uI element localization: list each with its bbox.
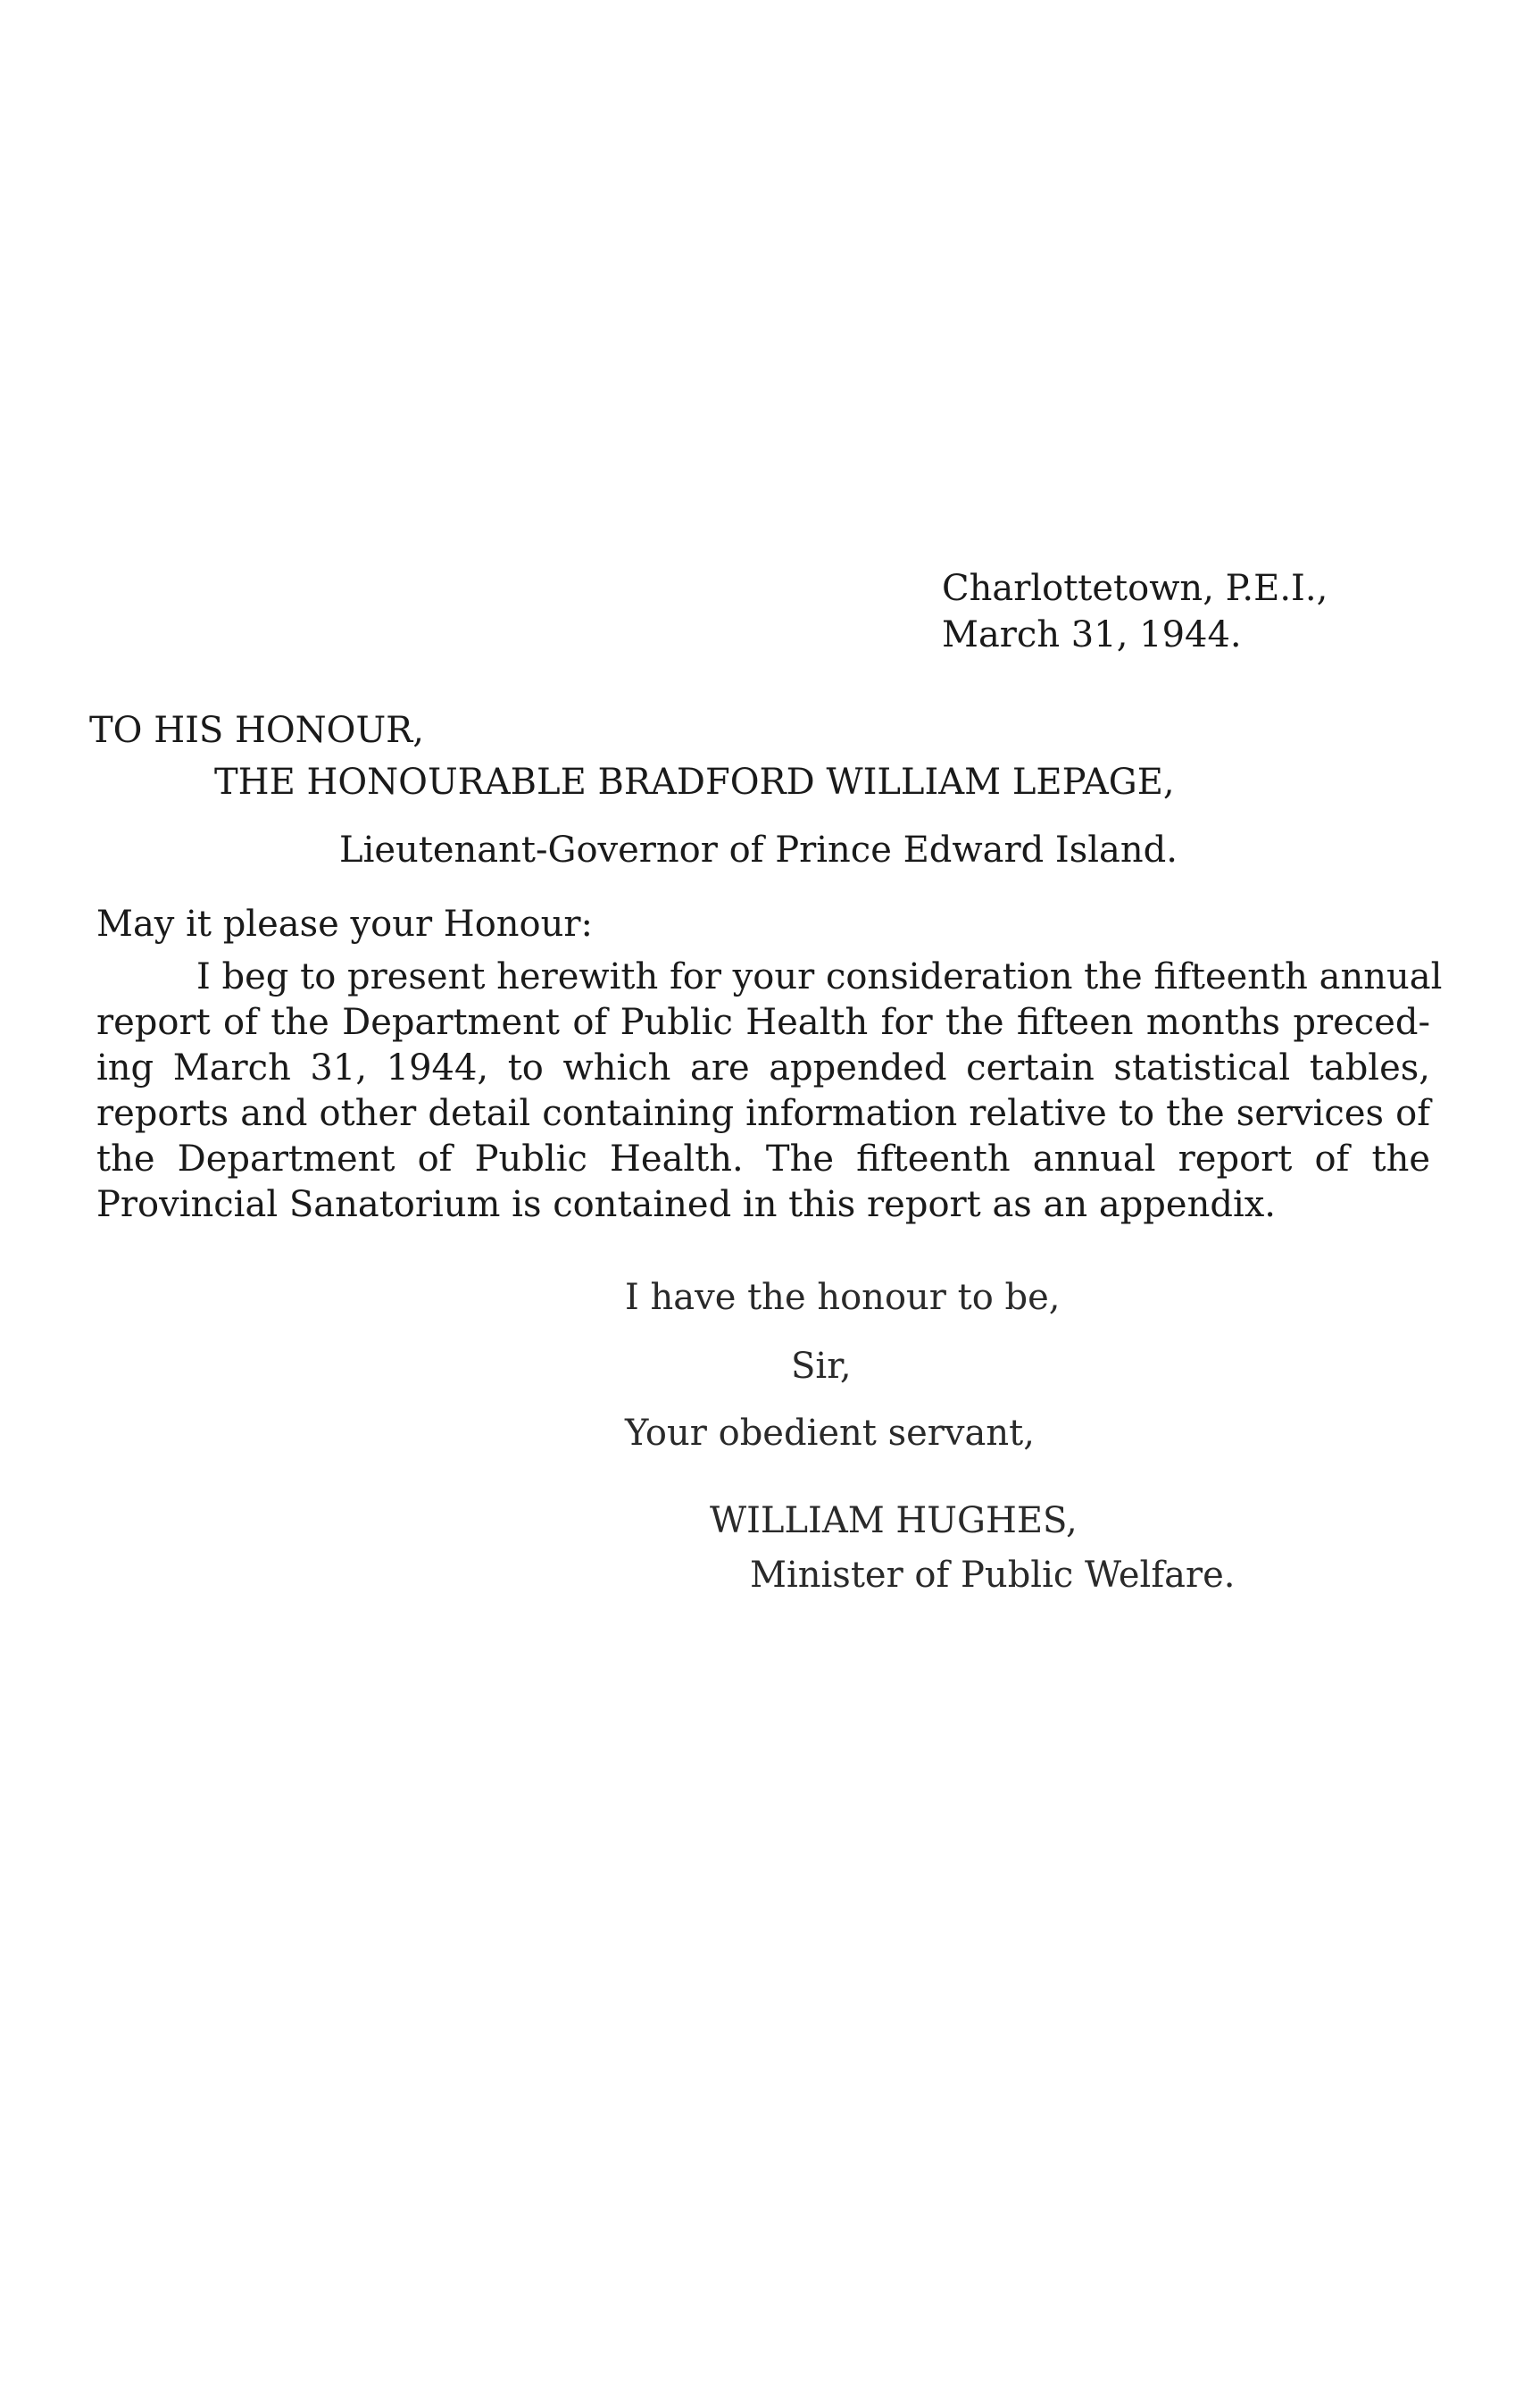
- address-line-2: THE HONOURABLE BRADFORD WILLIAM LEPAGE,: [214, 762, 1175, 803]
- closing-line-2: Sir,: [791, 1346, 852, 1387]
- dateline-date: March 31, 1944.: [942, 614, 1242, 655]
- body-line: reports and other detail containing information relative to the services of: [96, 1093, 1430, 1134]
- salutation: May it please your Honour:: [96, 904, 593, 945]
- address-line-3: Lieutenant-Governor of Prince Edward Island.: [339, 830, 1178, 871]
- closing-line-3: Your obedient servant,: [625, 1413, 1035, 1454]
- closing-line-1: I have the honour to be,: [625, 1277, 1061, 1318]
- letter-body: [96, 955, 1443, 1228]
- dateline-place: Charlottetown, P.E.I.,: [942, 568, 1328, 609]
- address-line-1: TO HIS HONOUR,: [89, 710, 424, 751]
- body-line: ing March 31, 1944, to which are appended certain statistical tables,: [96, 1047, 1430, 1089]
- signature-title: Minister of Public Welfare.: [750, 1555, 1236, 1596]
- body-line: the Department of Public Health. The fifteenth annual report of the: [96, 1139, 1430, 1180]
- body-line: I beg to present herewith for your consideration the fifteenth annual: [196, 956, 1443, 997]
- signature-name: WILLIAM HUGHES,: [710, 1500, 1078, 1541]
- body-line: report of the Department of Public Health for the fifteen months preced-: [96, 1002, 1430, 1043]
- body-line: Provincial Sanatorium is contained in this report as an appendix.: [96, 1184, 1277, 1225]
